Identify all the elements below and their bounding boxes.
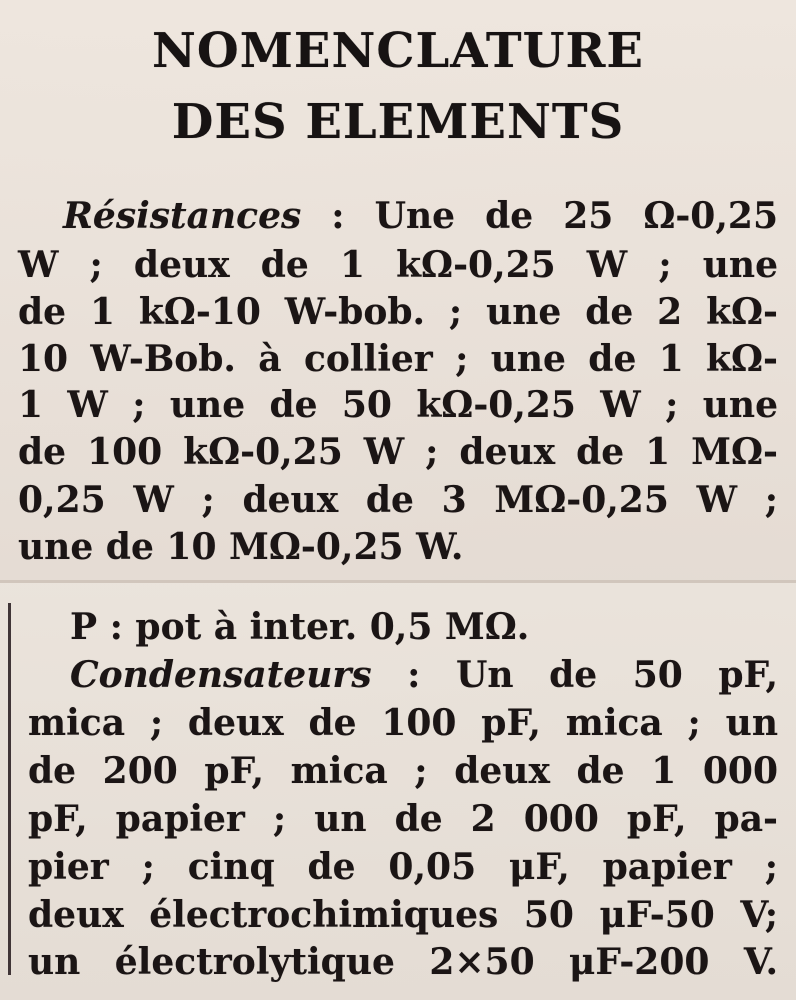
- condensateurs-line-7: un électrolytique 2×50 μF-200 V.: [28, 941, 778, 983]
- condensateurs-line-1: [70, 654, 778, 696]
- condensateurs-label: Condensateurs: [70, 654, 372, 696]
- resistances-line-5: 1 W ; une de 50 kΩ-0,25 W ; une: [18, 384, 778, 426]
- left-margin-rule: [8, 603, 11, 975]
- resistances-line-8: une de 10 MΩ-0,25 W.: [18, 526, 464, 568]
- section-divider: [0, 580, 796, 583]
- condensateurs-line-6: deux électrochimiques 50 μF-50 V;: [28, 894, 778, 936]
- document-title-line-2: DES ELEMENTS: [171, 94, 625, 150]
- document-title-line-1: NOMENCLATURE: [152, 23, 644, 79]
- condensateurs-line-5: pier ; cinq de 0,05 μF, papier ;: [28, 846, 778, 888]
- condensateurs-line-3: de 200 pF, mica ; deux de 1 000: [28, 750, 778, 792]
- resistances-line-1-text: : Une de 25 Ω-0,25: [301, 195, 778, 237]
- resistances-line-6: de 100 kΩ-0,25 W ; deux de 1 MΩ-: [18, 431, 778, 473]
- resistances-line-2: W ; deux de 1 kΩ-0,25 W ; une: [18, 244, 778, 286]
- condensateurs-line-1-text: : Un de 50 pF,: [371, 654, 778, 696]
- condensateurs-line-2: mica ; deux de 100 pF, mica ; un: [28, 702, 778, 744]
- potentiometer-line: P : pot à inter. 0,5 MΩ.: [70, 606, 530, 648]
- resistances-line-3: de 1 kΩ-10 W-bob. ; une de 2 kΩ-: [18, 291, 778, 333]
- condensateurs-line-4: pF, papier ; un de 2 000 pF, pa-: [28, 798, 778, 840]
- resistances-label: Résistances: [63, 195, 302, 237]
- resistances-line-7: 0,25 W ; deux de 3 MΩ-0,25 W ;: [18, 479, 778, 521]
- resistances-line-1: [63, 195, 778, 237]
- resistances-line-4: 10 W-Bob. à collier ; une de 1 kΩ-: [18, 338, 778, 380]
